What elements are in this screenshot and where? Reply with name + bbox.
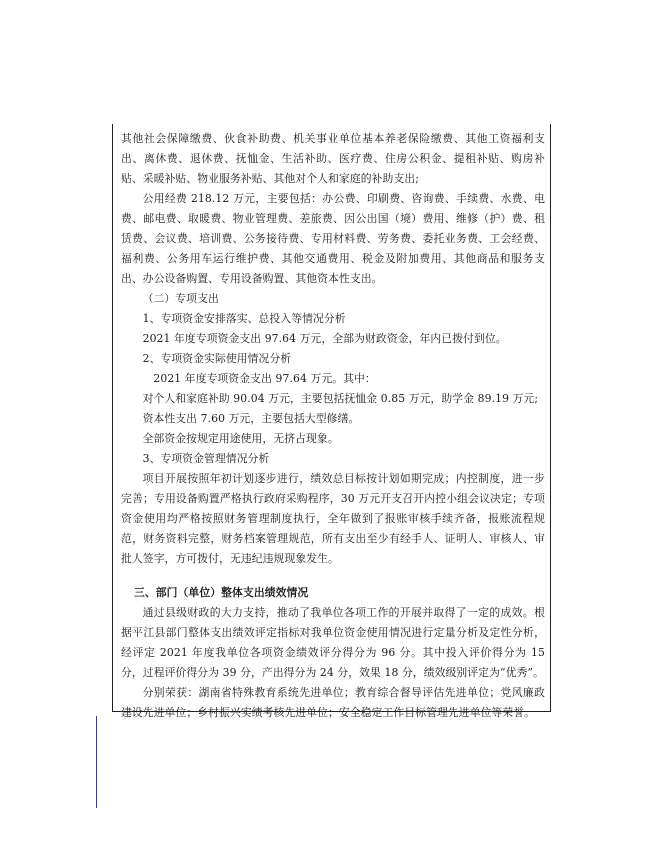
- paragraph-personnel-expenses: 其他社会保障缴费、伙食补助费、机关事业单位基本养老保险缴费、其他工资福利支出、离休费、退休费、抚恤金、生活补助、医疗费、住房公积金、提租补贴、购房补贴、采暖补贴、物业服务补贴、其他对个人和家庭的补助支出;: [121, 132, 545, 185]
- margin-scan-line: [96, 716, 97, 808]
- paragraph-public-expenses: 公用经费 218.12 万元，主要包括：办公费、印刷费、咨询费、手续费、水费、电费、邮电费、取暖费、物业管理费、差旅费、因公出国（境）费用、维修（护）费、租赁费、会议费、培训费、公务接待费、专用材料费、劳务费、委托业务费、工会经费、福利费、公务用车运行维护费、其他交通费用、税金及附加费用、其他商品和服务支出、办公设备购置、专用设备购置、其他资本性支出。: [121, 192, 545, 285]
- paragraph-special-funds-breakdown: 2021 年度专项资金支出 97.64 万元。其中：: [153, 372, 376, 385]
- section-heading-overall-performance: 三、部门（单位）整体支出绩效情况: [133, 586, 309, 599]
- subheading-special-funds-arrangement: 1、专项资金安排落实、总投入等情况分析: [142, 312, 346, 325]
- paragraph-performance-evaluation: 通过县级财政的大力支持，推动了我单位各项工作的开展并取得了一定的成效。根据平江县部门整体支出绩效评定指标对我单位资金使用情况进行定量分析及定性分析，经评定 2021 年度我单位各项资金绩效评分得分为 96 分。其中投入评价得分为 15 分，过程评价得分为 39 分，产出得分为 24 分，效果 18 分，绩效级别评定为“优秀”。: [121, 606, 545, 679]
- paragraph-family-subsidy: 对个人和家庭补助 90.04 万元，主要包括抚恤金 0.85 万元，助学金 89.19 万元;: [142, 392, 539, 405]
- paragraph-management-analysis: 项目开展按照年初计划逐步进行，绩效总目标按计划如期完成；内控制度，进一步完善；专用设备购置严格执行政府采购程序，30 万元开支召开内控小组会议决定；专项资金使用均严格按照财务管理制度执行，全年做到了报账审核手续齐备，报账流程规范，财务资料完整，财务档案管理规范，所有支出至少有经手人、证明人、审核人、审批人签字，方可拨付，无违纪违规现象发生。: [121, 472, 545, 565]
- paragraph-capital-expenditure: 资本性支出 7.60 万元，主要包括大型修缮。: [142, 412, 360, 425]
- paragraph-usage-compliance: 全部资金按规定用途使用，无挤占现象。: [142, 432, 339, 445]
- paragraph-special-funds-total: 2021 年度专项资金支出 97.64 万元，全部为财政资金，年内已拨付到位。: [142, 332, 507, 345]
- paragraph-honors: 分别荣获：湖南省特殊教育系统先进单位；教育综合督导评估先进单位；党风廉政建设先进单位；乡村振兴实绩考核先进单位；安全稳定工作目标管理先进单位等荣誉。: [121, 686, 545, 719]
- section-heading-special-expenditure: （二）专项支出: [142, 292, 219, 305]
- subheading-special-funds-management: 3、专项资金管理情况分析: [142, 452, 270, 465]
- document-body: [121, 129, 545, 723]
- subheading-special-funds-usage: 2、专项资金实际使用情况分析: [142, 352, 292, 365]
